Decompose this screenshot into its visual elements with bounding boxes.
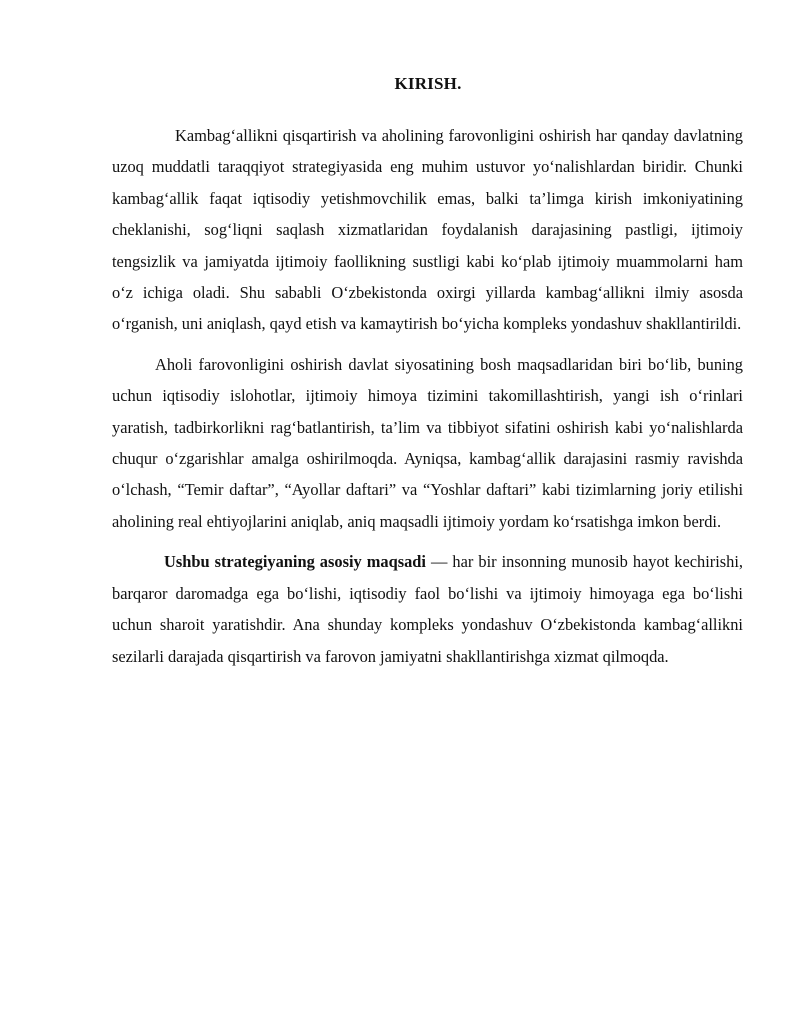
paragraph-intro: Kambag‘allikni qisqartirish va aholining farovonligini oshirish har qanday davlatning uzoq muddatli taraqqiyot strategiyasida eng muhim ustuvor yo‘nalishlardan biridir. Chunki kambag‘allik faqat iqtisodiy yetishmovchilik emas, balki ta’limga kirish imkoniyatining cheklanishi, sog‘liqni saqlash xizmatlaridan foydalanish darajasining pastligi, ijtimoiy tengsizlik va jamiyatda ijtimoiy faollikning sustligi kabi ko‘plab ijtimoiy muammolarni ham o‘z ichiga oladi. Shu sababli O‘zbekistonda oxirgi yillarda kambag‘allikni ilmiy asosda o‘rganish, uni aniqlash, qayd etish va kamaytirish bo‘yicha kompleks yondashuv shakllantirildi. bbox=[112, 126, 743, 334]
strategy-goal-text: — har bir insonning munosib hayot kechirishi, barqaror daromadga ega bo‘lishi, iqtisodiy faol bo‘lishi va ijtimoiy himoyaga ega bo‘lishi uchun sharoit yaratishdir. Ana shunday kompleks yondashuv O‘zbekistonda kambag‘allikni sezilarli darajada qisqartirish va farovon jamiyatni shakllantirishga xizmat qilmoqda. bbox=[112, 552, 744, 666]
paragraph-welfare-policy: Aholi farovonligini oshirish davlat siyosatining bosh maqsadlaridan biri bo‘lib, buning uchun iqtisodiy islohotlar, ijtimoiy himoya tizimini takomillashtirish, yangi ish o‘rinlari yaratish, tadbirkorlikni rag‘batlantirish, ta’lim va tibbiyot sifatini oshirish kabi yo‘nalishlarda chuqur o‘zgarishlar amalga oshirilmoqda. Ayniqsa, kambag‘allik darajasini rasmiy ravishda o‘lchash, “Temir daftar”, “Ayollar daftari” va “Yoshlar daftari” kabi tizimlarning joriy etilishi aholining real ehtiyojlarini aniqlab, aniq maqsadli ijtimoiy yordam ko‘rsatishga imkon berdi. bbox=[112, 354, 743, 531]
page-title: KIRISH. bbox=[394, 74, 462, 93]
strategy-goal-lead: Ushbu strategiyaning asosiy maqsadi bbox=[164, 552, 426, 572]
document-body bbox=[112, 120, 743, 672]
paragraph-strategy-goal bbox=[112, 546, 743, 672]
